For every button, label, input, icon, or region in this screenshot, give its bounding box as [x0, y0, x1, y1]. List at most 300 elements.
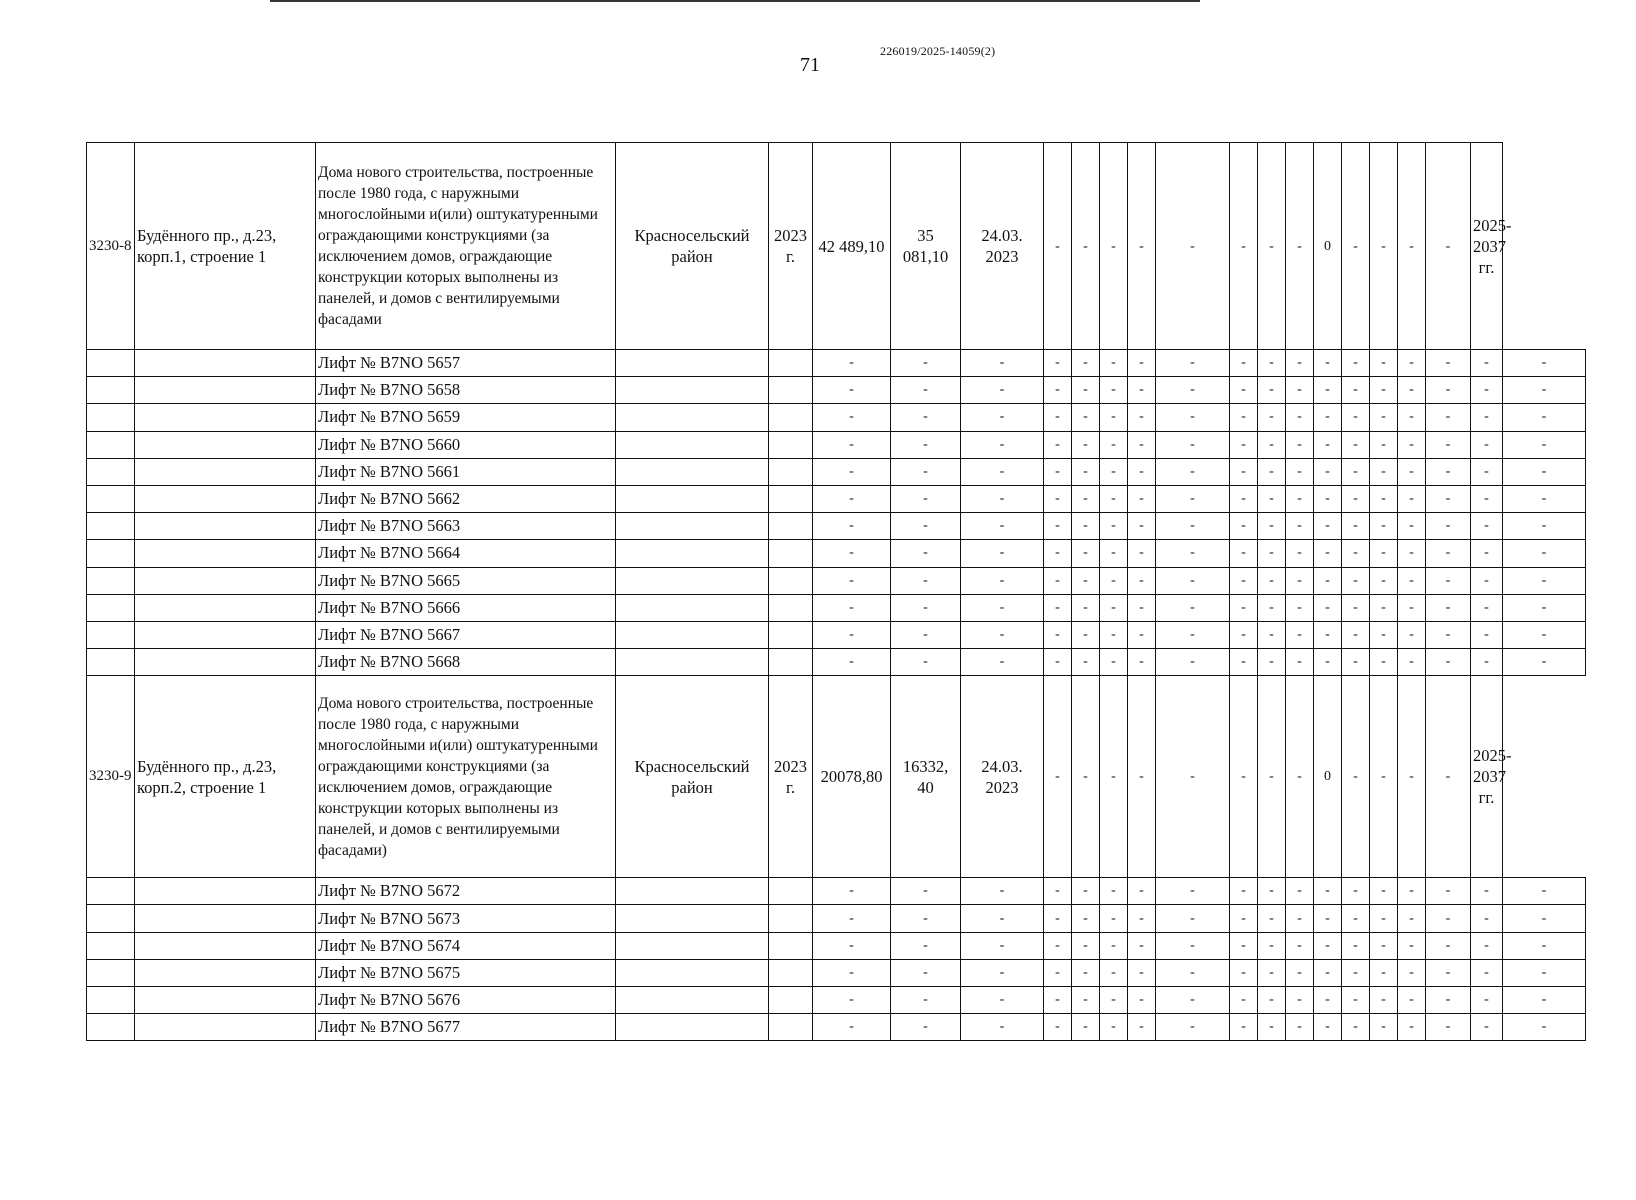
lift-dash-cell: - — [1100, 404, 1128, 431]
lift-dash-cell: - — [1471, 485, 1503, 512]
lift-dash-cell: - — [1072, 458, 1100, 485]
lift-dash-cell: - — [1258, 350, 1286, 377]
lift-dash-cell: - — [1044, 594, 1072, 621]
lift-dash-cell: - — [1100, 878, 1128, 905]
lift-dash-cell: - — [1342, 350, 1370, 377]
lift-dash-cell: - — [1230, 932, 1258, 959]
building-address: Будённого пр., д.23, корп.2, строение 1 — [135, 676, 316, 878]
building-area-total: 20078,80 — [813, 676, 891, 878]
building-id: 3230-9 — [87, 676, 135, 878]
lift-dash-cell: - — [1230, 513, 1258, 540]
lift-dash-cell: - — [1044, 1014, 1072, 1041]
lift-dash-cell: - — [961, 404, 1044, 431]
lift-year-empty — [769, 932, 813, 959]
lift-name: Лифт № B7NO 5657 — [316, 350, 616, 377]
lift-id-empty — [87, 540, 135, 567]
lift-dash-cell: - — [1230, 987, 1258, 1014]
lift-dash-cell: - — [1314, 621, 1342, 648]
lift-dash-cell: - — [1072, 350, 1100, 377]
lift-dash-cell: - — [1156, 1014, 1230, 1041]
lift-dash-cell: - — [1044, 513, 1072, 540]
building-value-cell: - — [1156, 676, 1230, 878]
lift-dash-cell: - — [1398, 377, 1426, 404]
lift-dash-cell: - — [1072, 485, 1100, 512]
lift-dash-cell: - — [891, 513, 961, 540]
lift-dash-cell: - — [1044, 431, 1072, 458]
lift-row — [87, 404, 1586, 431]
building-area-total: 42 489,10 — [813, 143, 891, 350]
lift-dash-cell: - — [1230, 431, 1258, 458]
lift-id-empty — [87, 959, 135, 986]
lift-district-empty — [616, 458, 769, 485]
lift-dash-cell: - — [1342, 905, 1370, 932]
lift-row — [87, 932, 1586, 959]
lift-address-empty — [135, 458, 316, 485]
lift-dash-cell: - — [1398, 513, 1426, 540]
lift-district-empty — [616, 485, 769, 512]
lift-dash-cell: - — [961, 649, 1044, 676]
lift-dash-cell: - — [1230, 905, 1258, 932]
building-address: Будённого пр., д.23, корп.1, строение 1 — [135, 143, 316, 350]
building-value-cell: - — [1044, 143, 1072, 350]
lift-dash-cell: - — [1314, 431, 1342, 458]
lift-dash-cell: - — [891, 649, 961, 676]
lift-dash-cell: - — [1370, 404, 1398, 431]
lift-dash-cell: - — [1286, 350, 1314, 377]
lift-dash-cell: - — [961, 513, 1044, 540]
lift-period-dash: - — [1503, 458, 1586, 485]
lift-dash-cell: - — [1471, 377, 1503, 404]
lift-period-dash: - — [1503, 350, 1586, 377]
lift-dash-cell: - — [961, 458, 1044, 485]
lift-period-dash: - — [1503, 377, 1586, 404]
lift-dash-cell: - — [1258, 932, 1286, 959]
building-value-cell: - — [1370, 143, 1398, 350]
lift-dash-cell: - — [1128, 567, 1156, 594]
scan-edge-line — [270, 0, 1200, 2]
lift-dash-cell: - — [1258, 567, 1286, 594]
lift-id-empty — [87, 485, 135, 512]
lift-id-empty — [87, 513, 135, 540]
building-id: 3230-8 — [87, 143, 135, 350]
lift-dash-cell: - — [891, 458, 961, 485]
building-value-cell: - — [1258, 143, 1286, 350]
lift-dash-cell: - — [1471, 878, 1503, 905]
lift-dash-cell: - — [1100, 594, 1128, 621]
lift-dash-cell: - — [1314, 905, 1342, 932]
lift-dash-cell: - — [813, 959, 891, 986]
lift-address-empty — [135, 987, 316, 1014]
lift-dash-cell: - — [1398, 404, 1426, 431]
lift-dash-cell: - — [1044, 485, 1072, 512]
lift-dash-cell: - — [1100, 485, 1128, 512]
lift-dash-cell: - — [1314, 649, 1342, 676]
lift-dash-cell: - — [1100, 431, 1128, 458]
lift-row — [87, 350, 1586, 377]
lift-dash-cell: - — [1398, 594, 1426, 621]
lift-dash-cell: - — [961, 1014, 1044, 1041]
lift-name: Лифт № B7NO 5662 — [316, 485, 616, 512]
lift-dash-cell: - — [1370, 649, 1398, 676]
lift-dash-cell: - — [1342, 458, 1370, 485]
lift-dash-cell: - — [1128, 431, 1156, 458]
lift-period-dash: - — [1503, 567, 1586, 594]
building-date: 24.03. 2023 — [961, 143, 1044, 350]
lift-dash-cell: - — [1156, 431, 1230, 458]
lift-name: Лифт № B7NO 5663 — [316, 513, 616, 540]
lift-dash-cell: - — [1044, 878, 1072, 905]
lift-dash-cell: - — [1471, 540, 1503, 567]
lift-dash-cell: - — [1471, 959, 1503, 986]
lift-dash-cell: - — [1230, 485, 1258, 512]
lift-dash-cell: - — [1342, 932, 1370, 959]
lift-dash-cell: - — [1370, 1014, 1398, 1041]
lift-dash-cell: - — [1314, 350, 1342, 377]
lift-dash-cell: - — [1100, 621, 1128, 648]
lift-dash-cell: - — [1072, 431, 1100, 458]
lift-dash-cell: - — [1342, 987, 1370, 1014]
lift-dash-cell: - — [1286, 621, 1314, 648]
lift-address-empty — [135, 350, 316, 377]
building-value-cell: - — [1156, 143, 1230, 350]
lift-district-empty — [616, 905, 769, 932]
lift-address-empty — [135, 485, 316, 512]
lift-period-dash: - — [1503, 404, 1586, 431]
lift-dash-cell: - — [1370, 932, 1398, 959]
lift-dash-cell: - — [1100, 905, 1128, 932]
lift-row — [87, 594, 1586, 621]
lift-dash-cell: - — [1286, 1014, 1314, 1041]
lift-dash-cell: - — [1286, 594, 1314, 621]
lift-district-empty — [616, 404, 769, 431]
lift-id-empty — [87, 987, 135, 1014]
building-value-cell: - — [1426, 143, 1471, 350]
lift-dash-cell: - — [1286, 485, 1314, 512]
lift-row — [87, 1014, 1586, 1041]
lift-dash-cell: - — [1258, 458, 1286, 485]
lift-dash-cell: - — [1156, 350, 1230, 377]
lift-dash-cell: - — [961, 567, 1044, 594]
lift-dash-cell: - — [891, 987, 961, 1014]
lift-dash-cell: - — [1156, 621, 1230, 648]
lift-name: Лифт № B7NO 5673 — [316, 905, 616, 932]
lift-id-empty — [87, 1014, 135, 1041]
lift-dash-cell: - — [813, 458, 891, 485]
lift-period-dash: - — [1503, 513, 1586, 540]
lift-district-empty — [616, 594, 769, 621]
lift-dash-cell: - — [1342, 540, 1370, 567]
lift-dash-cell: - — [1100, 959, 1128, 986]
lift-dash-cell: - — [813, 485, 891, 512]
lift-dash-cell: - — [1044, 567, 1072, 594]
lift-dash-cell: - — [1471, 431, 1503, 458]
lift-dash-cell: - — [813, 594, 891, 621]
building-value-cell: - — [1286, 676, 1314, 878]
lift-dash-cell: - — [1370, 878, 1398, 905]
lift-dash-cell: - — [1314, 878, 1342, 905]
lift-dash-cell: - — [1314, 987, 1342, 1014]
building-value-cell: - — [1230, 143, 1258, 350]
lift-dash-cell: - — [1258, 1014, 1286, 1041]
lift-dash-cell: - — [1370, 567, 1398, 594]
lift-dash-cell: - — [1128, 458, 1156, 485]
lift-period-dash: - — [1503, 905, 1586, 932]
lift-dash-cell: - — [1314, 959, 1342, 986]
lift-dash-cell: - — [1100, 513, 1128, 540]
lift-dash-cell: - — [1314, 540, 1342, 567]
lift-dash-cell: - — [1342, 431, 1370, 458]
lift-dash-cell: - — [1258, 987, 1286, 1014]
lift-dash-cell: - — [1286, 540, 1314, 567]
lift-dash-cell: - — [1286, 905, 1314, 932]
building-value-cell: - — [1100, 143, 1128, 350]
lift-dash-cell: - — [1314, 377, 1342, 404]
lift-dash-cell: - — [1100, 540, 1128, 567]
lift-name: Лифт № B7NO 5677 — [316, 1014, 616, 1041]
lift-id-empty — [87, 878, 135, 905]
lift-period-dash: - — [1503, 540, 1586, 567]
lift-dash-cell: - — [1398, 959, 1426, 986]
lift-dash-cell: - — [813, 567, 891, 594]
lift-dash-cell: - — [1072, 567, 1100, 594]
lift-dash-cell: - — [891, 377, 961, 404]
lift-dash-cell: - — [1471, 513, 1503, 540]
building-value-cell: - — [1286, 143, 1314, 350]
lift-period-dash: - — [1503, 594, 1586, 621]
lift-dash-cell: - — [1471, 567, 1503, 594]
lift-dash-cell: - — [1370, 485, 1398, 512]
lift-dash-cell: - — [1314, 932, 1342, 959]
lift-id-empty — [87, 932, 135, 959]
lift-year-empty — [769, 377, 813, 404]
lift-dash-cell: - — [1426, 540, 1471, 567]
lift-dash-cell: - — [1370, 621, 1398, 648]
lift-dash-cell: - — [1230, 540, 1258, 567]
lift-year-empty — [769, 567, 813, 594]
lift-dash-cell: - — [1100, 932, 1128, 959]
lift-name: Лифт № B7NO 5658 — [316, 377, 616, 404]
lift-dash-cell: - — [891, 594, 961, 621]
lift-dash-cell: - — [891, 878, 961, 905]
lift-dash-cell: - — [1156, 878, 1230, 905]
lift-dash-cell: - — [1426, 987, 1471, 1014]
lift-period-dash: - — [1503, 932, 1586, 959]
building-value-cell: - — [1342, 676, 1370, 878]
lift-id-empty — [87, 594, 135, 621]
lift-dash-cell: - — [1286, 431, 1314, 458]
lift-dash-cell: - — [1426, 431, 1471, 458]
lift-dash-cell: - — [1044, 987, 1072, 1014]
lift-dash-cell: - — [1258, 404, 1286, 431]
lift-district-empty — [616, 431, 769, 458]
lift-dash-cell: - — [1230, 621, 1258, 648]
lift-dash-cell: - — [1100, 350, 1128, 377]
lift-dash-cell: - — [1156, 594, 1230, 621]
lift-dash-cell: - — [1398, 878, 1426, 905]
lift-dash-cell: - — [813, 431, 891, 458]
lift-year-empty — [769, 649, 813, 676]
lift-dash-cell: - — [1072, 377, 1100, 404]
lift-dash-cell: - — [961, 377, 1044, 404]
lift-dash-cell: - — [1471, 594, 1503, 621]
lift-dash-cell: - — [1258, 513, 1286, 540]
lift-dash-cell: - — [1128, 485, 1156, 512]
lift-dash-cell: - — [1471, 987, 1503, 1014]
lift-district-empty — [616, 1014, 769, 1041]
lift-dash-cell: - — [1044, 350, 1072, 377]
lift-dash-cell: - — [1426, 485, 1471, 512]
lift-dash-cell: - — [961, 932, 1044, 959]
lift-dash-cell: - — [1342, 594, 1370, 621]
lift-dash-cell: - — [1471, 350, 1503, 377]
building-description: Дома нового строительства, построенные после 1980 года, с наружными многослойными и(или) оштукатуренными ограждающими конструкциями (за исключением домов, ограждающие конструкции которых выполнены из панелей, и домов с вентилируемыми фасадами) — [316, 676, 616, 878]
building-value-cell: - — [1128, 676, 1156, 878]
lift-row — [87, 431, 1586, 458]
lift-period-dash: - — [1503, 621, 1586, 648]
lift-address-empty — [135, 404, 316, 431]
lift-dash-cell: - — [891, 404, 961, 431]
building-value-cell: - — [1072, 143, 1100, 350]
lift-dash-cell: - — [1230, 594, 1258, 621]
lift-dash-cell: - — [1342, 649, 1370, 676]
lift-dash-cell: - — [1258, 621, 1286, 648]
lift-dash-cell: - — [1471, 458, 1503, 485]
lift-dash-cell: - — [891, 431, 961, 458]
lift-dash-cell: - — [1342, 485, 1370, 512]
lift-dash-cell: - — [961, 621, 1044, 648]
lift-dash-cell: - — [1370, 458, 1398, 485]
building-row — [87, 676, 1586, 878]
page-number: 71 — [800, 54, 820, 76]
lift-dash-cell: - — [813, 987, 891, 1014]
lift-dash-cell: - — [1128, 377, 1156, 404]
lift-dash-cell: - — [1156, 987, 1230, 1014]
lift-dash-cell: - — [1398, 350, 1426, 377]
building-value-cell: - — [1072, 676, 1100, 878]
lift-dash-cell: - — [1156, 404, 1230, 431]
lift-dash-cell: - — [961, 431, 1044, 458]
lift-name: Лифт № B7NO 5668 — [316, 649, 616, 676]
lift-dash-cell: - — [1370, 513, 1398, 540]
lift-dash-cell: - — [1471, 1014, 1503, 1041]
lift-name: Лифт № B7NO 5674 — [316, 932, 616, 959]
lift-dash-cell: - — [1258, 905, 1286, 932]
lift-period-dash: - — [1503, 485, 1586, 512]
lift-dash-cell: - — [813, 1014, 891, 1041]
lift-dash-cell: - — [1156, 377, 1230, 404]
lift-dash-cell: - — [813, 932, 891, 959]
lift-dash-cell: - — [813, 621, 891, 648]
lift-address-empty — [135, 959, 316, 986]
lift-row — [87, 513, 1586, 540]
lift-dash-cell: - — [1426, 567, 1471, 594]
lift-dash-cell: - — [1230, 458, 1258, 485]
building-value-cell: - — [1128, 143, 1156, 350]
lift-dash-cell: - — [1286, 932, 1314, 959]
lift-dash-cell: - — [1072, 878, 1100, 905]
lift-id-empty — [87, 458, 135, 485]
lift-dash-cell: - — [891, 1014, 961, 1041]
lift-dash-cell: - — [1230, 377, 1258, 404]
lift-dash-cell: - — [1100, 987, 1128, 1014]
lift-dash-cell: - — [1156, 485, 1230, 512]
lift-dash-cell: - — [1258, 594, 1286, 621]
lift-dash-cell: - — [1370, 987, 1398, 1014]
lift-dash-cell: - — [1370, 377, 1398, 404]
lift-dash-cell: - — [1072, 905, 1100, 932]
lift-row — [87, 621, 1586, 648]
register-table — [86, 142, 1586, 1041]
lift-dash-cell: - — [1398, 649, 1426, 676]
lift-dash-cell: - — [1156, 649, 1230, 676]
lift-dash-cell: - — [1471, 404, 1503, 431]
lift-id-empty — [87, 404, 135, 431]
lift-period-dash: - — [1503, 1014, 1586, 1041]
lift-dash-cell: - — [1314, 404, 1342, 431]
lift-dash-cell: - — [813, 350, 891, 377]
lift-name: Лифт № B7NO 5664 — [316, 540, 616, 567]
lift-dash-cell: - — [1286, 567, 1314, 594]
lift-id-empty — [87, 567, 135, 594]
lift-dash-cell: - — [1258, 878, 1286, 905]
lift-dash-cell: - — [1100, 1014, 1128, 1041]
building-period: 2025- 2037 гг. — [1471, 143, 1503, 350]
lift-period-dash: - — [1503, 431, 1586, 458]
lift-dash-cell: - — [1230, 404, 1258, 431]
building-value-cell: - — [1342, 143, 1370, 350]
lift-id-empty — [87, 649, 135, 676]
lift-dash-cell: - — [1156, 540, 1230, 567]
lift-dash-cell: - — [1426, 350, 1471, 377]
lift-district-empty — [616, 959, 769, 986]
lift-district-empty — [616, 377, 769, 404]
lift-row — [87, 878, 1586, 905]
lift-dash-cell: - — [1426, 649, 1471, 676]
lift-dash-cell: - — [1398, 905, 1426, 932]
lift-dash-cell: - — [1426, 513, 1471, 540]
lift-dash-cell: - — [1156, 513, 1230, 540]
lift-dash-cell: - — [891, 932, 961, 959]
lift-dash-cell: - — [1314, 513, 1342, 540]
lift-dash-cell: - — [1370, 959, 1398, 986]
lift-dash-cell: - — [1342, 621, 1370, 648]
lift-period-dash: - — [1503, 878, 1586, 905]
lift-dash-cell: - — [1426, 377, 1471, 404]
lift-dash-cell: - — [1072, 513, 1100, 540]
lift-dash-cell: - — [1342, 404, 1370, 431]
lift-district-empty — [616, 621, 769, 648]
lift-dash-cell: - — [813, 878, 891, 905]
lift-dash-cell: - — [1072, 540, 1100, 567]
lift-dash-cell: - — [961, 540, 1044, 567]
lift-id-empty — [87, 431, 135, 458]
lift-dash-cell: - — [1258, 959, 1286, 986]
lift-name: Лифт № B7NO 5667 — [316, 621, 616, 648]
lift-dash-cell: - — [891, 621, 961, 648]
lift-dash-cell: - — [1230, 878, 1258, 905]
lift-year-empty — [769, 594, 813, 621]
lift-dash-cell: - — [1471, 905, 1503, 932]
lift-district-empty — [616, 540, 769, 567]
lift-address-empty — [135, 377, 316, 404]
lift-year-empty — [769, 905, 813, 932]
lift-dash-cell: - — [1128, 594, 1156, 621]
lift-dash-cell: - — [1398, 567, 1426, 594]
lift-dash-cell: - — [1128, 350, 1156, 377]
lift-dash-cell: - — [1342, 959, 1370, 986]
building-value-cell: - — [1230, 676, 1258, 878]
lift-period-dash: - — [1503, 649, 1586, 676]
